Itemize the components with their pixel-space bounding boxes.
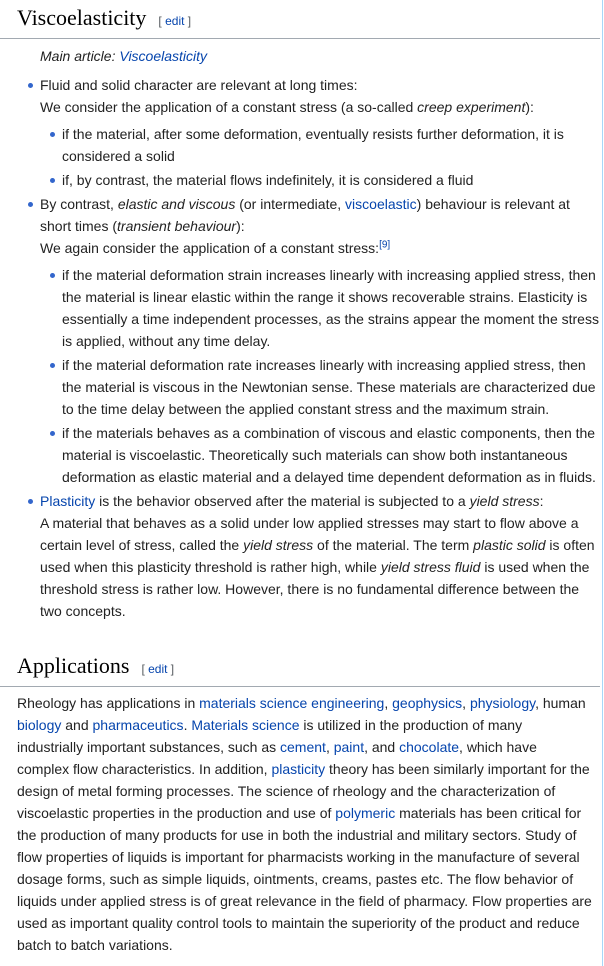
list-text: Fluid and solid character are relevant at long times:	[40, 77, 358, 93]
link-paint[interactable]: paint	[333, 739, 365, 755]
bullet	[50, 132, 55, 137]
sub-item	[40, 422, 600, 488]
list-text: We consider the application of a constant stress (a so-called creep experiment):	[40, 99, 534, 115]
link-engineering[interactable]: engineering	[311, 695, 385, 711]
link-polymeric[interactable]: polymeric	[335, 805, 396, 821]
sub-item	[40, 264, 600, 352]
list-item-fluid-solid	[0, 74, 600, 191]
link-cement[interactable]: cement	[280, 739, 326, 755]
link-chocolate[interactable]: chocolate	[399, 739, 460, 755]
list-item-transient	[0, 193, 600, 488]
viscoelasticity-section	[0, 4, 600, 622]
concept-list	[0, 74, 600, 622]
sub-text: if the materials behaves as a combination of viscous and elastic components, then the material is viscoelastic. Theoretically such materials can show both instantaneous deformation as elastic material and a delayed time dependent deformation as in fluids.	[62, 425, 596, 485]
viscoelastic-link[interactable]: viscoelastic	[345, 196, 417, 212]
applications-section	[0, 652, 600, 956]
link-biology[interactable]: biology	[17, 717, 62, 733]
applications-heading	[0, 652, 600, 687]
link-plasticity[interactable]: plasticity	[271, 761, 326, 777]
hatnote-label: Main article:	[40, 48, 120, 64]
viscoelasticity-heading	[0, 4, 600, 39]
section-title: Viscoelasticity	[17, 5, 147, 30]
sub-list	[40, 123, 600, 191]
bullet	[50, 431, 55, 436]
sub-text: if, by contrast, the material flows indefinitely, it is considered a fluid	[62, 172, 474, 188]
sub-text: if the material, after some deformation, eventually resists further deformation, it is considered a solid	[62, 126, 564, 164]
reference-link[interactable]: [9]	[379, 239, 391, 251]
link-physiology[interactable]: physiology	[469, 695, 536, 711]
list-text: Plasticity is the behavior observed after the material is subjected to a yield stress:	[40, 493, 544, 509]
list-item-plasticity	[0, 490, 600, 622]
bullet	[50, 363, 55, 368]
plasticity-link[interactable]: Plasticity	[40, 493, 96, 509]
bullet	[28, 499, 33, 504]
sub-text: if the material deformation rate increases linearly with increasing applied stress, then the material is viscous in the Newtonian sense. These materials are characterized due to the time delay between the applied constant stress and the maximum strain.	[62, 357, 596, 417]
hatnote	[0, 45, 600, 67]
bullet	[50, 178, 55, 183]
bullet	[50, 273, 55, 278]
sub-item	[40, 169, 600, 191]
link-materials-science[interactable]: materials science	[199, 695, 308, 711]
edit-link[interactable]: edit	[165, 14, 185, 28]
list-text: We again consider the application of a constant stress:[9]	[40, 239, 391, 256]
sub-item	[40, 123, 600, 167]
bullet	[28, 83, 33, 88]
link-pharmaceutics[interactable]: pharmaceutics	[92, 717, 184, 733]
link-materials-science-2[interactable]: Materials science	[191, 717, 300, 733]
edit-section-link: [ edit ]	[141, 662, 175, 676]
list-text: By contrast, elastic and viscous (or intermediate, viscoelastic) behaviour is relevant at short times (transient behaviour):	[40, 196, 570, 234]
edit-link[interactable]: edit	[148, 662, 168, 676]
bullet	[28, 202, 33, 207]
link-geophysics[interactable]: geophysics	[392, 695, 463, 711]
list-text: A material that behaves as a solid under low applied stresses may start to flow above a certain level of stress, called the yield stress of the material. The term plastic solid is often used when this plasticity threshold is rather high, while yield stress fluid is used when the threshold stress is rather low. However, there is no fundamental difference between the two concepts.	[40, 515, 595, 619]
sub-list	[40, 264, 600, 488]
edit-section-link: [ edit ]	[158, 14, 192, 28]
main-article-link[interactable]: Viscoelasticity	[119, 48, 208, 64]
content-border	[602, 0, 603, 966]
section-title: Applications	[17, 653, 130, 678]
sub-item	[40, 354, 600, 420]
applications-paragraph: Rheology has applications in materials science engineering, geophysics, physiology, human biology and pharmaceutics. Materials science is utilized in the production of many industrially important substances, such as cement, paint, and chocolate, which have complex flow characteristics. In addition, plasticity theory has been similarly important for the design of metal forming processes. The science of rheology and the characterization of viscoelastic properties in the production and use of polymeric materials has been critical for the production of many products for use in both the industrial and military sectors. Study of flow properties of liquids is important for pharmacists working in the manufacture of several dosage forms, such as simple liquids, ointments, creams, pastes etc. The flow behavior of liquids under applied stress is of great relevance in the field of pharmacy. Flow properties are used as important quality control tools to maintain the superiority of the product and reduce batch to batch variations.	[17, 695, 592, 953]
sub-text: if the material deformation strain increases linearly with increasing applied stress, then the material is linear elastic within the range it shows recoverable strains. Elasticity is essentially a time independent processes, as the strains appear the moment the stress is applied, without any time delay.	[62, 267, 599, 349]
